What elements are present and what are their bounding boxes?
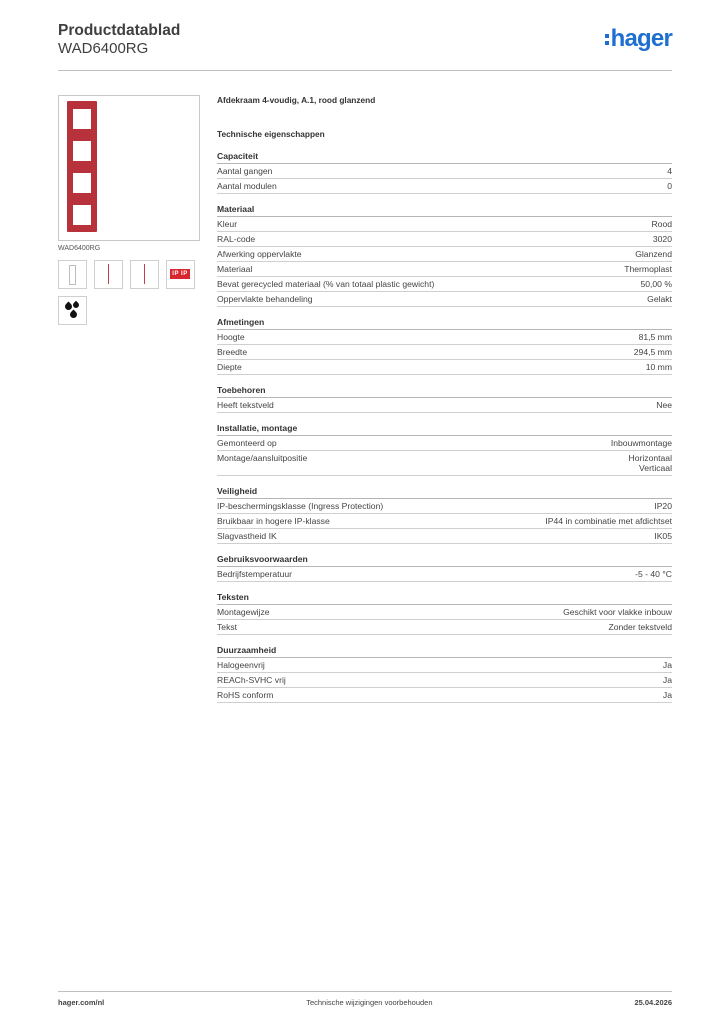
property-label: REACh-SVHC vrij <box>217 675 286 685</box>
section-title: Installatie, montage <box>217 423 672 436</box>
property-row <box>217 179 672 194</box>
property-row <box>217 330 672 345</box>
property-label: Heeft tekstveld <box>217 400 274 410</box>
property-value: IK05 <box>654 531 672 541</box>
property-row <box>217 567 672 582</box>
property-label: Slagvastheid IK <box>217 531 277 541</box>
property-value: Glanzend <box>635 249 672 259</box>
section-title: Gebruiksvoorwaarden <box>217 554 672 567</box>
property-value: 0 <box>667 181 672 191</box>
property-value: Gelakt <box>647 294 672 304</box>
property-value: Rood <box>651 219 672 229</box>
property-value: IP20 <box>654 501 672 511</box>
property-value: Ja <box>662 660 672 670</box>
frame-red-line-thumbnail-2[interactable] <box>130 260 159 289</box>
document-title: Productdatablad <box>58 22 181 39</box>
property-row <box>217 247 672 262</box>
property-row <box>217 514 672 529</box>
property-section <box>217 151 672 194</box>
property-label: Diepte <box>217 362 242 372</box>
page-footer <box>58 991 672 1007</box>
property-value: -5 - 40 °C <box>635 569 672 579</box>
property-row <box>217 292 672 307</box>
property-label: Kleur <box>217 219 238 229</box>
property-section <box>217 645 672 703</box>
ip-rating-thumbnail[interactable] <box>166 260 195 289</box>
property-value: Nee <box>656 400 672 410</box>
property-value: IP44 in combinatie met afdichtset <box>545 516 672 526</box>
hager-logo <box>605 26 672 52</box>
red-frame-illustration <box>67 101 97 232</box>
logo-text: hager <box>610 25 672 52</box>
property-value: 10 mm <box>645 362 672 372</box>
property-label: Bevat gerecycled materiaal (% van totaal plastic gewicht) <box>217 279 435 289</box>
technical-heading: Technische eigenschappen <box>217 129 325 139</box>
property-label: Aantal gangen <box>217 166 273 176</box>
property-row <box>217 673 672 688</box>
section-title: Afmetingen <box>217 317 672 330</box>
property-row <box>217 262 672 277</box>
property-row <box>217 277 672 292</box>
property-label: Oppervlakte behandeling <box>217 294 313 304</box>
property-value: Zonder tekstveld <box>608 622 672 632</box>
product-visuals <box>58 95 200 325</box>
property-value: Inbouwmontage <box>610 438 672 448</box>
section-title: Veiligheid <box>217 486 672 499</box>
property-row <box>217 232 672 247</box>
property-section <box>217 592 672 635</box>
thumbnail-strip <box>58 260 200 289</box>
property-value: 81,5 mm <box>638 332 672 342</box>
frame-red-line-thumbnail[interactable] <box>94 260 123 289</box>
property-label: Halogeenvrij <box>217 660 265 670</box>
property-label: Materiaal <box>217 264 253 274</box>
footer-date: 25.04.2026 <box>634 998 672 1007</box>
property-row <box>217 436 672 451</box>
section-title: Materiaal <box>217 204 672 217</box>
property-section <box>217 317 672 375</box>
property-value: 3020 <box>652 234 672 244</box>
property-section <box>217 385 672 413</box>
section-title: Toebehoren <box>217 385 672 398</box>
property-row <box>217 360 672 375</box>
property-row <box>217 345 672 360</box>
property-label: Afwerking oppervlakte <box>217 249 302 259</box>
property-row <box>217 658 672 673</box>
property-row <box>217 688 672 703</box>
property-section <box>217 486 672 544</box>
logo-dots-icon <box>605 34 609 45</box>
property-label: Tekst <box>217 622 238 632</box>
property-value: 294,5 mm <box>633 347 672 357</box>
footer-website[interactable]: hager.com/nl <box>58 998 105 1007</box>
water-drops-icon <box>58 296 87 325</box>
property-value: Ja <box>662 675 672 685</box>
property-row <box>217 529 672 544</box>
section-title: Capaciteit <box>217 151 672 164</box>
property-section <box>217 204 672 307</box>
property-value: Ja <box>662 690 672 700</box>
property-sections <box>217 151 672 703</box>
ip-badge-icon: IP IP <box>170 269 190 279</box>
property-value: 4 <box>667 166 672 176</box>
property-label: Bedrijfstemperatuur <box>217 569 292 579</box>
property-section <box>217 423 672 476</box>
property-value: Thermoplast <box>624 264 672 274</box>
product-description: Afdekraam 4-voudig, A.1, rood glanzend <box>217 95 376 105</box>
product-code: WAD6400RG <box>58 40 149 57</box>
section-title: Duurzaamheid <box>217 645 672 658</box>
property-value: 50,00 % <box>640 279 672 289</box>
property-label: Aantal modulen <box>217 181 277 191</box>
property-label: IP-beschermingsklasse (Ingress Protection) <box>217 501 384 511</box>
property-label: Breedte <box>217 347 248 357</box>
footer-disclaimer: Technische wijzigingen voorbehouden <box>306 998 433 1007</box>
property-row <box>217 398 672 413</box>
property-label: RoHS conform <box>217 690 274 700</box>
property-row <box>217 217 672 232</box>
property-row <box>217 605 672 620</box>
property-row <box>217 620 672 635</box>
property-value: Horizontaal Verticaal <box>628 453 672 473</box>
property-row <box>217 164 672 179</box>
property-label: Hoogte <box>217 332 245 342</box>
property-label: Montagewijze <box>217 607 270 617</box>
properties-content <box>217 95 672 713</box>
property-section <box>217 554 672 582</box>
property-value: Geschikt voor vlakke inbouw <box>563 607 672 617</box>
product-image <box>58 95 200 241</box>
property-label: Bruikbaar in hogere IP-klasse <box>217 516 330 526</box>
image-caption: WAD6400RG <box>58 245 101 252</box>
page-header <box>58 22 672 71</box>
frame-front-thumbnail[interactable] <box>58 260 87 289</box>
property-label: Montage/aansluitpositie <box>217 453 308 463</box>
property-row <box>217 499 672 514</box>
property-label: Gemonteerd op <box>217 438 277 448</box>
property-label: RAL-code <box>217 234 256 244</box>
property-row <box>217 451 672 476</box>
section-title: Teksten <box>217 592 672 605</box>
